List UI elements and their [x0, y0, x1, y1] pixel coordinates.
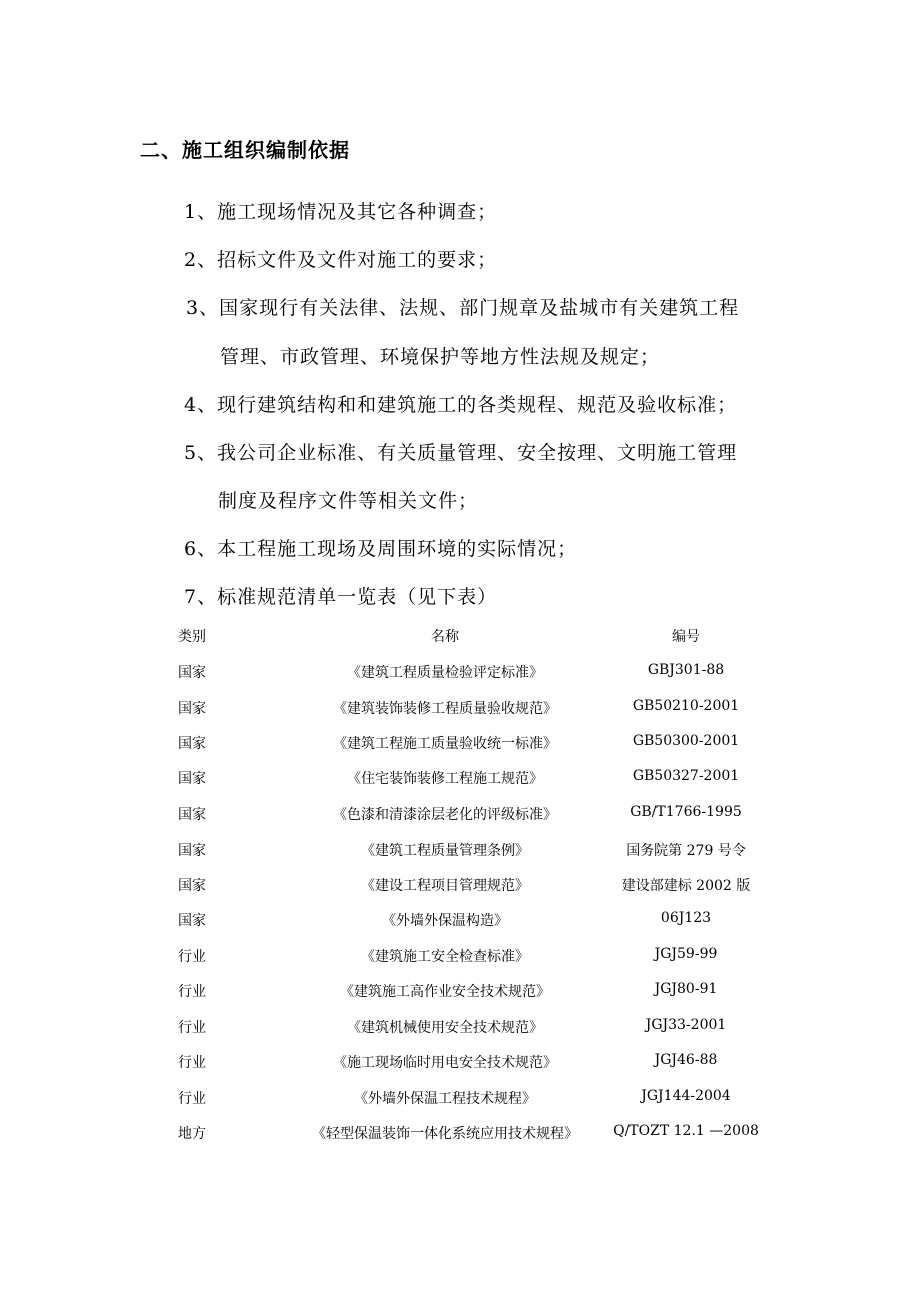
- basis-item-4: 4、现行建筑结构和和建筑施工的各类规程、规范及验收标准；: [184, 394, 738, 416]
- table-row: [0, 875, 920, 905]
- table-row: [0, 1123, 920, 1153]
- table-row: [0, 804, 920, 834]
- table-row: [0, 1052, 920, 1082]
- row-code: GB50210-2001: [632, 698, 740, 714]
- header-name: 名称: [431, 629, 459, 645]
- row-category: 行业: [178, 984, 206, 1000]
- row-name: 《轻型保温装饰一体化系统应用技术规程》: [312, 1126, 578, 1142]
- table-row: [0, 910, 920, 940]
- row-code: JGJ46-88: [654, 1052, 718, 1068]
- basis-item-5: 5、我公司企业标准、有关质量管理、安全按理、文明施工管理: [184, 442, 738, 464]
- basis-item-2: 2、招标文件及文件对施工的要求；: [184, 249, 498, 271]
- basis-item-5-cont: 制度及程序文件等相关文件；: [218, 490, 479, 512]
- table-row: [0, 946, 920, 976]
- row-name: 《外墙外保温工程技术规程》: [354, 1091, 536, 1107]
- row-name: 《建设工程项目管理规范》: [361, 878, 529, 894]
- basis-item-3-cont: 管理、市政管理、环境保护等地方性法规及规定；: [220, 346, 661, 368]
- row-category: 国家: [178, 701, 206, 717]
- row-category: 行业: [178, 1091, 206, 1107]
- row-code: JGJ80-91: [654, 981, 718, 997]
- basis-item-3: 3、国家现行有关法律、法规、部门规章及盐城市有关建筑工程: [186, 297, 740, 319]
- row-name: 《建筑装饰装修工程质量验收规范》: [333, 701, 557, 717]
- row-category: 国家: [178, 771, 206, 787]
- row-code: GB/T1766-1995: [630, 804, 742, 820]
- row-code: 国务院第 279 号令: [626, 843, 746, 859]
- row-category: 国家: [178, 736, 206, 752]
- row-code: Q/TOZT 12.1 —2008: [613, 1123, 759, 1139]
- table-row: [0, 981, 920, 1011]
- row-code: JGJ33-2001: [645, 1017, 727, 1033]
- row-name: 《住宅装饰装修工程施工规范》: [347, 771, 543, 787]
- row-code: 06J123: [660, 910, 712, 926]
- row-category: 行业: [178, 1055, 206, 1071]
- table-header-row: [0, 626, 920, 656]
- row-category: 国家: [178, 843, 206, 859]
- row-category: 国家: [178, 807, 206, 823]
- row-name: 《外墙外保温构造》: [382, 913, 508, 929]
- row-code: GBJ301-88: [647, 662, 725, 678]
- row-name: 《施工现场临时用电安全技术规范》: [333, 1055, 557, 1071]
- row-name: 《建筑施工高作业安全技术规范》: [340, 984, 550, 1000]
- row-name: 《色漆和清漆涂层老化的评级标准》: [333, 807, 557, 823]
- row-category: 国家: [178, 665, 206, 681]
- table-row: [0, 698, 920, 728]
- table-row: [0, 768, 920, 798]
- row-category: 国家: [178, 913, 206, 929]
- table-row: [0, 1088, 920, 1118]
- row-name: 《建筑工程质量检验评定标准》: [347, 665, 543, 681]
- row-name: 《建筑工程质量管理条例》: [361, 843, 529, 859]
- row-category: 地方: [178, 1126, 206, 1142]
- table-row: [0, 1017, 920, 1047]
- row-code: JGJ144-2004: [641, 1088, 731, 1104]
- row-category: 国家: [178, 878, 206, 894]
- row-code: 建设部建标 2002 版: [621, 878, 751, 894]
- table-row: [0, 840, 920, 870]
- row-category: 行业: [178, 1020, 206, 1036]
- basis-item-1: 1、施工现场情况及其它各种调查；: [184, 201, 498, 223]
- row-name: 《建筑施工安全检查标准》: [361, 949, 529, 965]
- row-code: JGJ59-99: [654, 946, 718, 962]
- header-code: 编号: [672, 629, 700, 645]
- row-code: GB50300-2001: [632, 733, 740, 749]
- row-name: 《建筑机械使用安全技术规范》: [347, 1020, 543, 1036]
- basis-item-6: 6、本工程施工现场及周围环境的实际情况；: [184, 538, 578, 560]
- row-category: 行业: [178, 949, 206, 965]
- row-code: GB50327-2001: [632, 768, 740, 784]
- section-heading: 二、施工组织编制依据: [140, 138, 350, 162]
- row-name: 《建筑工程施工质量验收统一标准》: [333, 736, 557, 752]
- header-category: 类别: [178, 629, 206, 645]
- table-row: [0, 662, 920, 692]
- basis-item-7: 7、标准规范清单一览表（见下表）: [184, 586, 498, 608]
- table-row: [0, 733, 920, 763]
